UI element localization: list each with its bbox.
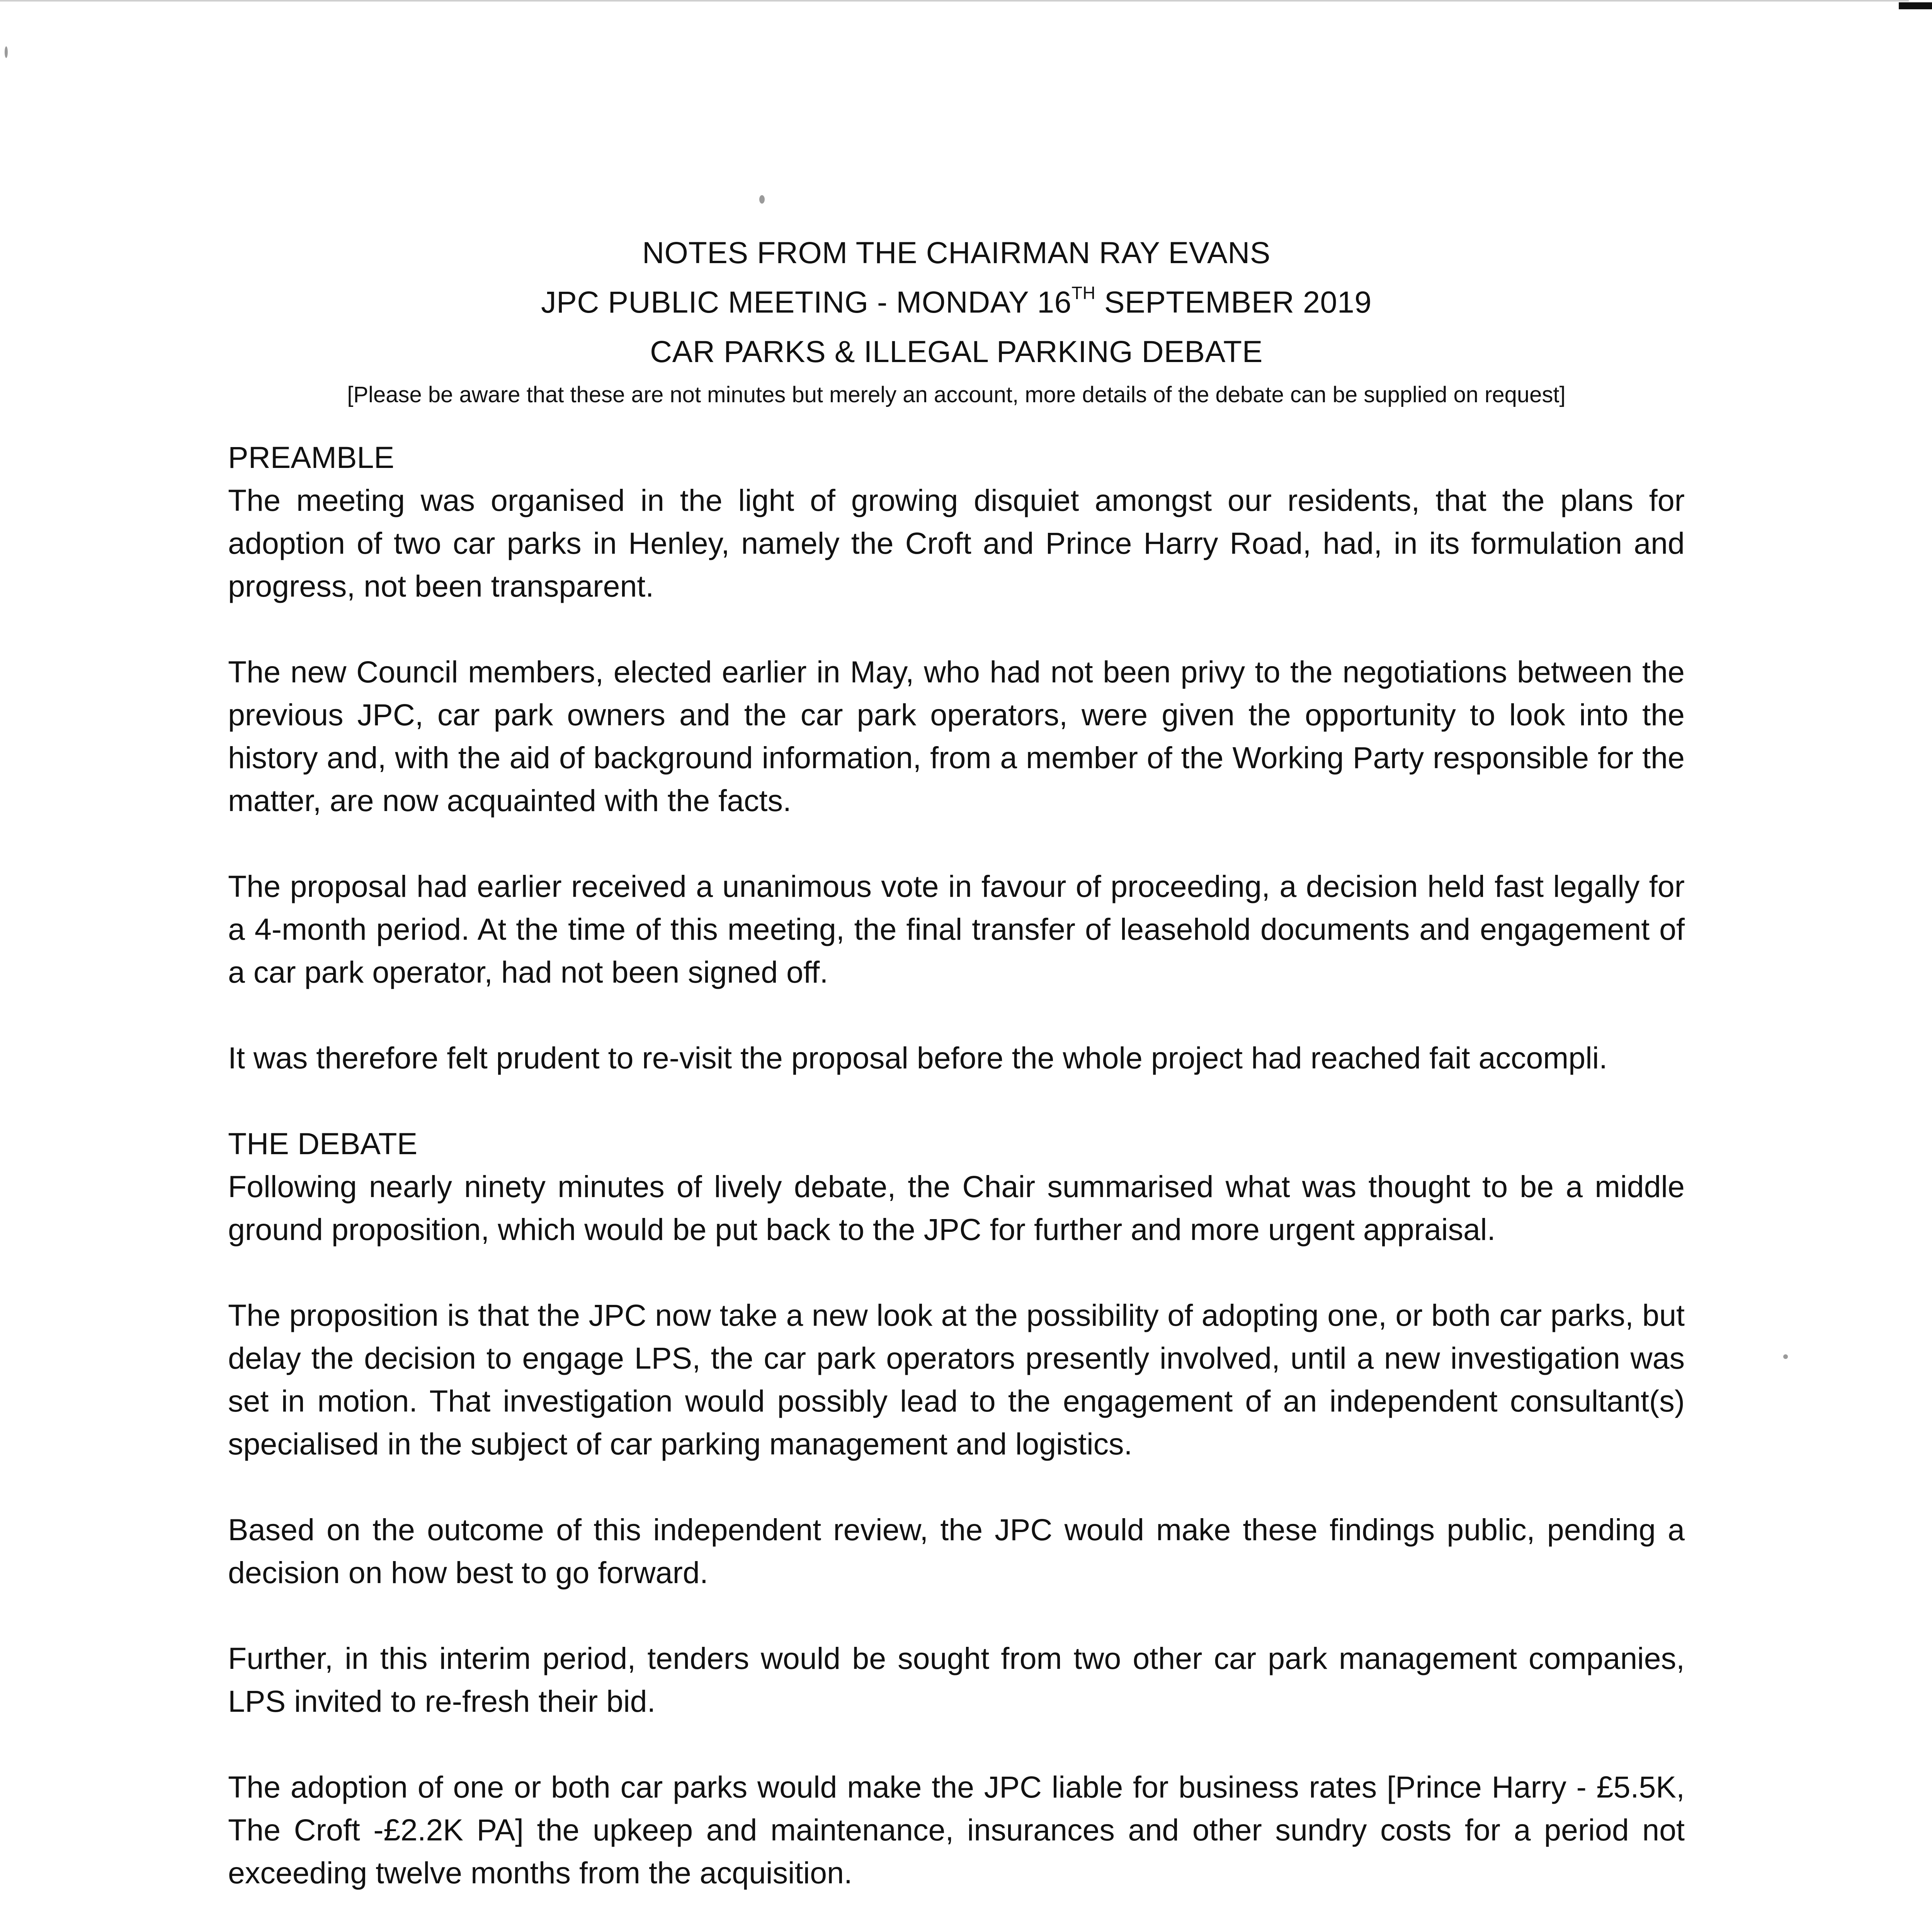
section-title-preamble: PREAMBLE [228,440,395,474]
heading-subject: CAR PARKS & ILLEGAL PARKING DEBATE [650,334,1263,369]
paragraph: The meeting was organised in the light of growing disquiet amongst our residents, that the plans for adoption of two car parks in Henley, namely the Croft and Prince Harry Road, had, in its formulation and progress, not been transparent. [228,483,1685,603]
scan-edge-line [0,0,1909,2]
document-body [228,436,1685,1932]
disclaimer-note: [Please be aware that these are not minutes but merely an account, more details of the debate can be supplied on request] [347,382,1566,407]
paragraph: The adoption of one or both car parks would make the JPC liable for business rates [Prince Harry - £5.5K, The Croft -£2.2K PA] the upkeep and maintenance, insurances and other sundry costs for a period not exceeding twelve months from the acquisition. [228,1770,1685,1890]
scan-speck [5,46,8,58]
paragraph: Based on the outcome of this independent review, the JPC would make these findings public, pending a decision on how best to go forward. [228,1512,1685,1590]
scan-speck [759,195,765,204]
scan-edge-mark [1899,2,1932,9]
paragraph: The new Council members, elected earlier in May, who had not been privy to the negotiations between the previous JPC, car park owners and the car park operators, were given the opportunity to look into the history and, with the aid of background information, from a member of the Working Party responsible for the matter, are now acquainted with the facts. [228,655,1685,818]
paragraph: The proposition is that the JPC now take a new look at the possibility of adopting one, or both car parks, but delay the decision to engage LPS, the car park operators presently involved, until a new investigation was set in motion. That investigation would possibly lead to the engagement of an independent consultant(s) specialised in the subject of car parking management and logistics. [228,1298,1685,1461]
paragraph: It was therefore felt prudent to re-visit the proposal before the whole project had reached fait accompli. [228,1041,1608,1075]
heading-title: NOTES FROM THE CHAIRMAN RAY EVANS [642,235,1270,270]
heading-meeting-date: SEPTEMBER 2019 [1095,285,1372,319]
heading-meeting-ordinal: TH [1071,282,1096,303]
document-heading [228,228,1685,414]
document-page [228,228,1685,1932]
heading-meeting [228,277,1685,327]
heading-meeting-text: JPC PUBLIC MEETING - MONDAY 16 [541,285,1072,319]
paragraph: Following nearly ninety minutes of lively debate, the Chair summarised what was thought to be a middle ground proposition, which would be put back to the JPC for further and more urgent appraisal. [228,1169,1685,1247]
paragraph: The proposal had earlier received a unanimous vote in favour of proceeding, a decision held fast legally for a 4-month period. At the time of this meeting, the final transfer of leasehold documents and engagement of a car park operator, had not been signed off. [228,869,1685,989]
scan-speck [1783,1354,1788,1359]
paragraph: Further, in this interim period, tenders would be sought from two other car park management companies, LPS invited to re-fresh their bid. [228,1641,1685,1718]
section-title-debate: THE DEBATE [228,1126,418,1161]
